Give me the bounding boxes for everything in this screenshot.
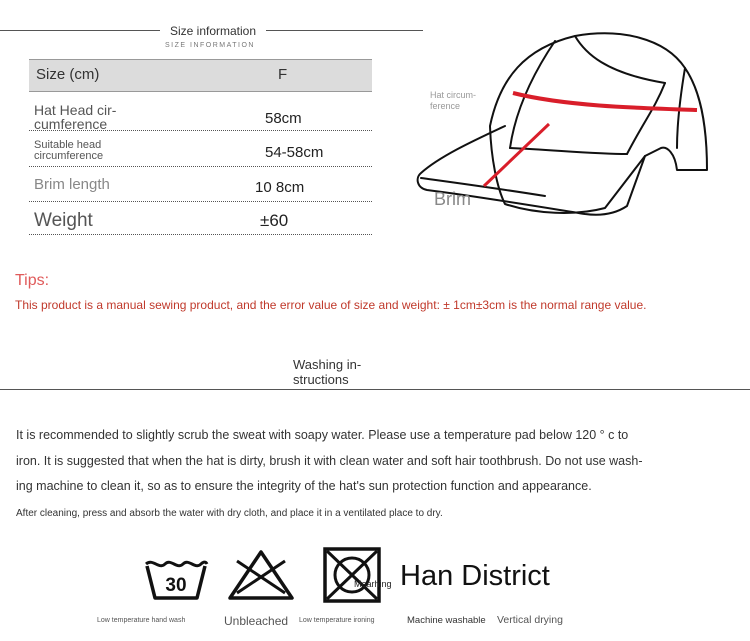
size-row-value-hat-head: 58cm <box>265 110 302 127</box>
circumference-measure-line <box>513 93 697 110</box>
hat-seam <box>627 83 665 154</box>
size-table-header-label: Size (cm) <box>36 66 100 83</box>
care-label-unbleached: Unbleached <box>224 614 289 628</box>
washing-paragraph-line: ing machine to clean it, so as to ensure the integrity of the hat's sun protection function and appearance. <box>16 479 592 493</box>
washing-small-note: After cleaning, press and absorb the water with dry cloth, and place it in a ventilated place to dry. <box>16 508 443 519</box>
hand-wash-30-icon <box>143 558 209 602</box>
page-subtitle: SIZE INFORMATION <box>165 42 255 49</box>
washing-paragraph-line: It is recommended to slightly scrub the sweat with soapy water. Please use a temperature pad below 120 ° c to <box>16 428 629 442</box>
size-row-label-suitable: Suitable head circumference <box>34 139 104 162</box>
care-label-ironing: Low temperature ironing <box>299 617 375 624</box>
care-label-hand-wash: Low temperature hand wash <box>97 617 186 624</box>
circumference-label-line1: Hat circum- <box>430 90 477 100</box>
washing-heading: Washing in- structions <box>293 357 362 387</box>
no-bleach-icon <box>227 549 295 601</box>
row-divider <box>29 130 372 131</box>
no-machine-wash-icon <box>322 546 382 604</box>
hat-seam <box>510 148 627 154</box>
washing-divider <box>0 389 750 390</box>
size-row-label-brim: Brim length <box>34 176 110 193</box>
care-label-machine: Machine washable <box>407 615 486 626</box>
hat-seam <box>575 36 665 83</box>
size-row-label-weight: Weight <box>34 210 93 231</box>
brim-measure-line <box>484 124 549 186</box>
page-title: Size information <box>160 24 266 38</box>
washing-paragraph-line: iron. It is suggested that when the hat is dirty, brush it with clean water and soft hair toothbrush. Do not use wash- <box>16 454 643 468</box>
tips-title: Tips: <box>15 272 50 289</box>
row-divider <box>29 166 372 167</box>
size-row-value-weight: ±60 <box>260 211 289 230</box>
tips-text: This product is a manual sewing product, and the error value of size and weight: ± 1cm±3cm is the normal range value. <box>15 298 647 312</box>
size-row-value-suitable: 54-58cm <box>265 144 324 161</box>
care-overlay-text: Mearhing <box>354 579 392 589</box>
circumference-label-line2: ference <box>430 101 461 111</box>
brim-label: Brim <box>434 189 471 209</box>
row-divider <box>29 201 372 202</box>
row-divider <box>29 234 372 235</box>
size-row-label-hat-head: Hat Head cir- cumference <box>34 102 117 132</box>
hat-diagram <box>415 28 715 220</box>
svg-text:30: 30 <box>165 575 187 596</box>
care-label-vertical: Vertical drying <box>497 614 563 626</box>
size-table-header-value: F <box>278 66 288 83</box>
size-row-value-brim: 10 8cm <box>255 179 305 196</box>
brand-name: Han District <box>400 560 550 592</box>
